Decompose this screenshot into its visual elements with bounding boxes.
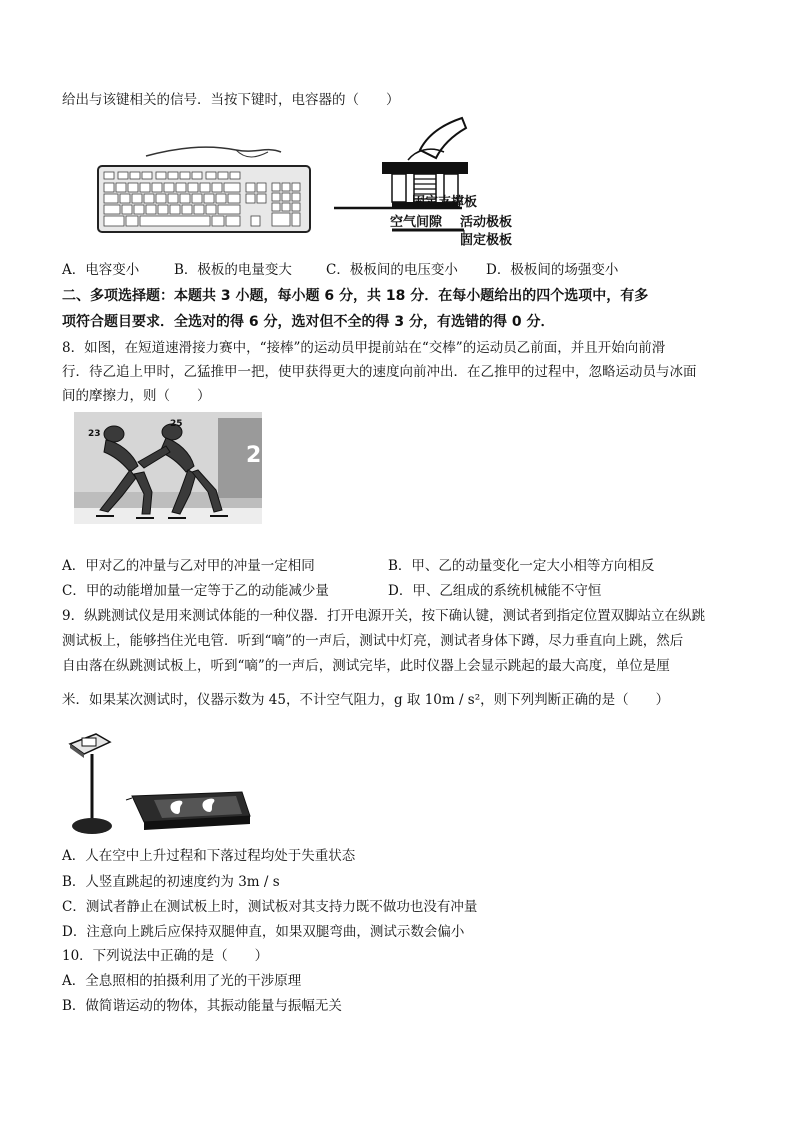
q7-option-c[interactable]: C．极板间的电压变小 (326, 262, 458, 278)
photo-number-left: 23 (88, 429, 101, 439)
moving-plate-label: 活动极板 (460, 215, 513, 230)
q8-option-b[interactable]: B．甲、乙的动量变化一定大小相等方向相反 (388, 558, 655, 574)
q8-option-a[interactable]: A．甲对乙的冲量与乙对甲的冲量一定相同 (62, 558, 315, 574)
air-gap-label: 空气间隙 (390, 215, 443, 230)
q7-option-a[interactable]: A．电容变小 (62, 262, 140, 278)
q9-option-d[interactable]: D．注意向上跳后应保持双腿伸直，如果双腿弯曲，测试示数会偏小 (62, 924, 465, 940)
q9-option-a[interactable]: A．人在空中上升过程和下落过程均处于失重状态 (62, 848, 356, 864)
q9-stem-line2: 测试板上，能够挡住光电管．听到“嘀”的一声后，测试中灯亮，测试者身体下蹲，尽力垂直向上跳，然后 (62, 633, 684, 649)
keyboard-figure (96, 138, 312, 236)
key-capacitor-figure (332, 112, 528, 252)
q8-stem-line2: 行．待乙追上甲时，乙猛推甲一把，使甲获得更大的速度向前冲出．在乙推甲的过程中，忽略运动员与冰面 (62, 364, 697, 380)
section2-heading-line1: 二、多项选择题：本题共 3 小题，每小题 6 分，共 18 分．在每小题给出的四个选项中，有多 (62, 288, 649, 304)
photo-number-edge: 2 (246, 443, 262, 468)
q9-option-b[interactable]: B．人竖直跳起的初速度约为 3m / s (62, 874, 280, 890)
q7-option-b[interactable]: B．极板的电量变大 (174, 262, 292, 278)
q8-option-c[interactable]: C．甲的动能增加量一定等于乙的动能减少量 (62, 583, 329, 599)
q9-stem-line3: 自由落在纵跳测试板上，听到“嘀”的一声后，测试完毕，此时仪器上会显示跳起的最大高度，单位是厘 (62, 658, 670, 674)
q10-stem: 10．下列说法中正确的是（ ） (62, 948, 269, 964)
jump-tester-figure (66, 728, 252, 840)
photo-number-right: 25 (170, 419, 183, 429)
speed-skating-photo (74, 412, 262, 524)
q9-option-c[interactable]: C．测试者静止在测试板上时，测试板对其支持力既不做功也没有冲量 (62, 899, 478, 915)
fixed-plate-label: 固定极板 (460, 233, 513, 248)
q8-stem-line3: 间的摩擦力，则（ ） (62, 388, 211, 404)
q8-stem-line1: 8．如图，在短道速滑接力赛中，“接棒”的运动员甲提前站在“交棒”的运动员乙前面，并且开始向前滑 (62, 340, 666, 356)
q9-stem-line4: 米．如果某次测试时，仪器示数为 45，不计空气阻力，g 取 10m / s²，则下列判断正确的是（ ） (62, 692, 670, 708)
q9-stem-line1: 9．纵跳测试仪是用来测试体能的一种仪器．打开电源开关，按下确认键，测试者到指定位置双脚站立在纵跳 (62, 608, 706, 624)
q10-option-b[interactable]: B．做简谐运动的物体，其振动能量与振幅无关 (62, 998, 342, 1014)
support-plate-label: 固定支撑板 (412, 195, 478, 210)
section2-heading-line2: 项符合题目要求．全选对的得 6 分，选对但不全的得 3 分，有选错的得 0 分． (62, 314, 555, 330)
q8-option-d[interactable]: D．甲、乙组成的系统机械能不守恒 (388, 583, 602, 599)
q7-option-d[interactable]: D．极板间的场强变小 (486, 262, 619, 278)
q10-option-a[interactable]: A．全息照相的拍摄利用了光的干涉原理 (62, 973, 302, 989)
q7-stem-line: 给出与该键相关的信号．当按下键时，电容器的（ ） (62, 92, 400, 108)
